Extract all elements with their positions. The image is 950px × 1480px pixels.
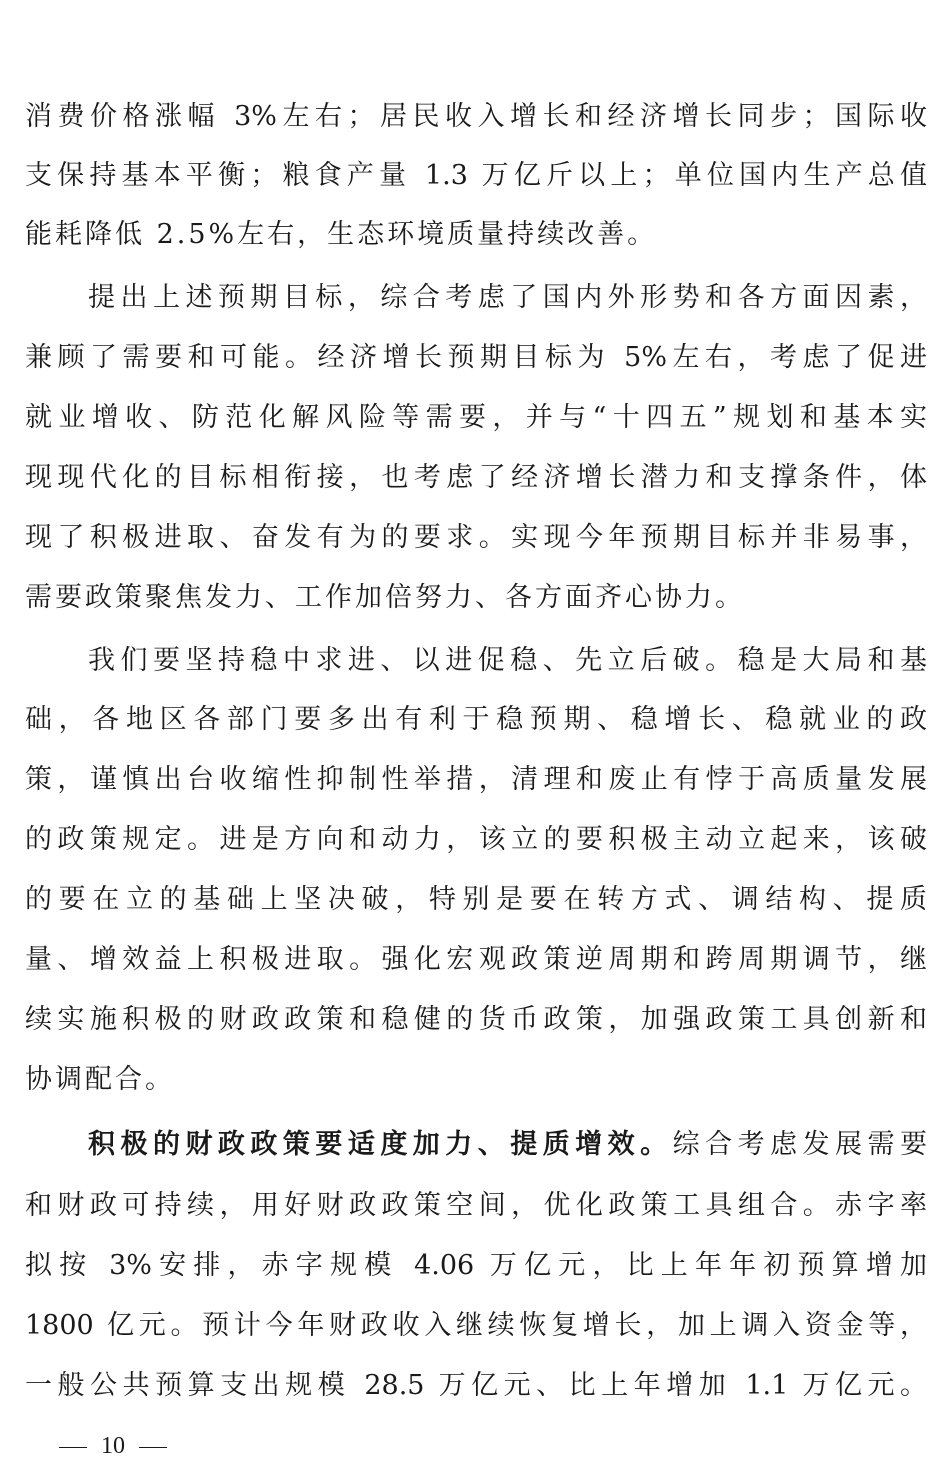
- page-number-value: 10: [101, 1433, 125, 1459]
- paragraph-2-line-3: 就业增收、防范化解风险等需要，并与“十四五”规划和基本实: [25, 402, 927, 433]
- page-number: [45, 1428, 181, 1464]
- paragraph-3-line-1: 我们要坚持稳中求进、以进促稳、先立后破。稳是大局和基: [88, 645, 927, 676]
- paragraph-3-line-5: 的要在立的基础上坚决破，特别是要在转方式、调结构、提质: [25, 884, 927, 915]
- paragraph-1-line-1: 消费价格涨幅 3%左右；居民收入增长和经济增长同步；国际收: [25, 101, 927, 132]
- paragraph-2-line-1: 提出上述预期目标，综合考虑了国内外形势和各方面因素，: [88, 282, 927, 313]
- paragraph-4-line-5: 一般公共预算支出规模 28.5 万亿元、比上年增加 1.1 万亿元。: [25, 1370, 927, 1401]
- paragraph-2-line-5: 现了积极进取、奋发有为的要求。实现今年预期目标并非易事，: [25, 522, 927, 553]
- dash-right: [139, 1447, 167, 1448]
- paragraph-4-line-2: 和财政可持续，用好财政政策空间，优化政策工具组合。赤字率: [25, 1190, 927, 1221]
- paragraph-1-line-2: 支保持基本平衡；粮食产量 1.3 万亿斤以上；单位国内生产总值: [25, 160, 927, 191]
- dash-left: [59, 1447, 87, 1448]
- paragraph-3-line-2: 础，各地区各部门要多出有利于稳预期、稳增长、稳就业的政: [25, 704, 927, 735]
- paragraph-3-line-8: 协调配合。: [25, 1064, 175, 1095]
- paragraph-2-line-2: 兼顾了需要和可能。经济增长预期目标为 5%左右，考虑了促进: [25, 342, 927, 373]
- paragraph-3-line-4: 的政策规定。进是方向和动力，该立的要积极主动立起来，该破: [25, 824, 927, 855]
- paragraph-2-line-6: 需要政策聚焦发力、工作加倍努力、各方面齐心协力。: [25, 582, 745, 613]
- paragraph-3-line-3: 策，谨慎出台收缩性抑制性举措，清理和废止有悖于高质量发展: [25, 764, 927, 795]
- paragraph-4-line-3: 拟按 3%安排，赤字规模 4.06 万亿元，比上年年初预算增加: [25, 1250, 927, 1281]
- paragraph-4-line-1: [88, 1125, 927, 1165]
- bold-lead-sentence: 积极的财政政策要适度加力、提质增效。: [88, 1129, 673, 1160]
- paragraph-3-line-6: 量、增效益上积极进取。强化宏观政策逆周期和跨周期调节，继: [25, 944, 927, 975]
- paragraph-2-line-4: 现现代化的目标相衔接，也考虑了经济增长潜力和支撑条件，体: [25, 462, 927, 493]
- paragraph-4-line-1-rest: 综合考虑发展需要: [672, 1129, 928, 1160]
- paragraph-4-line-4: 1800 亿元。预计今年财政收入继续恢复增长，加上调入资金等，: [25, 1310, 927, 1341]
- paragraph-3-line-7: 续实施积极的财政政策和稳健的货币政策，加强政策工具创新和: [25, 1004, 927, 1035]
- paragraph-1-line-3: 能耗降低 2.5%左右，生态环境质量持续改善。: [25, 219, 658, 250]
